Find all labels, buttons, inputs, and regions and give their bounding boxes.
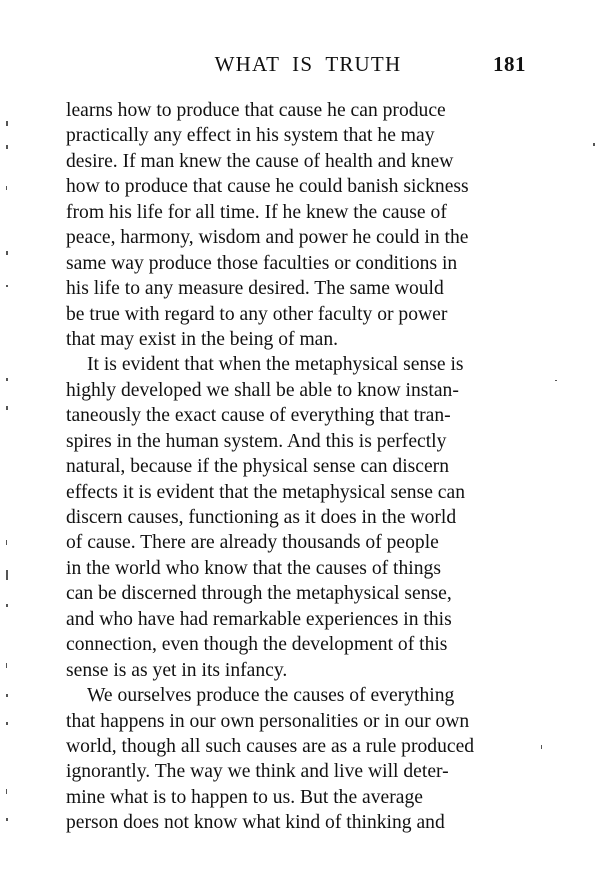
scan-speck bbox=[6, 604, 8, 607]
text-line: can be discerned through the metaphysical sense, bbox=[66, 583, 452, 605]
text-line: We ourselves produce the causes of everything bbox=[87, 685, 455, 707]
text-line: sense is as yet in its infancy. bbox=[66, 659, 288, 681]
text-line: be true with regard to any other faculty or power bbox=[66, 303, 448, 325]
text-line: It is evident that when the metaphysical sense is bbox=[87, 354, 464, 376]
body-text bbox=[66, 98, 528, 836]
scan-speck bbox=[6, 570, 8, 580]
running-title: WHAT IS TRUTH bbox=[214, 52, 402, 76]
text-line: that may exist in the being of man. bbox=[66, 328, 339, 350]
text-line: peace, harmony, wisdom and power he could in the bbox=[66, 227, 469, 249]
scan-speck bbox=[555, 380, 557, 381]
text-line: learns how to produce that cause he can produce bbox=[66, 100, 446, 121]
scan-speck bbox=[6, 818, 8, 821]
text-line: world, though all such causes are as a rule produced bbox=[66, 735, 475, 757]
text-line: highly developed we shall be able to know instan- bbox=[66, 379, 459, 401]
scan-speck bbox=[6, 722, 8, 725]
scan-speck bbox=[6, 663, 7, 668]
text-line: from his life for all time. If he knew the cause of bbox=[66, 201, 447, 223]
text-line: desire. If man knew the cause of health and knew bbox=[66, 150, 454, 172]
page-number: 181 bbox=[493, 52, 526, 76]
text-line: taneously the exact cause of everything that tran- bbox=[66, 405, 451, 427]
text-line: of cause. There are already thousands of people bbox=[66, 532, 439, 554]
scan-speck bbox=[6, 694, 8, 697]
text-line: in the world who know that the causes of things bbox=[66, 557, 441, 579]
text-line: spires in the human system. And this is perfectly bbox=[66, 430, 447, 452]
text-line: his life to any measure desired. The same would bbox=[66, 278, 444, 300]
text-line: same way produce those faculties or conditions in bbox=[66, 252, 458, 274]
running-head bbox=[66, 52, 528, 82]
text-line: mine what is to happen to us. But the average bbox=[66, 786, 423, 808]
text-line: how to produce that cause he could banish sickness bbox=[66, 176, 469, 198]
text-line: practically any effect in his system that he may bbox=[66, 125, 435, 147]
scan-speck bbox=[541, 745, 542, 749]
text-line: that happens in our own personalities or in our own bbox=[66, 710, 470, 732]
scan-speck bbox=[6, 186, 7, 190]
scan-speck bbox=[6, 378, 8, 381]
scan-speck bbox=[6, 789, 7, 794]
scan-speck bbox=[6, 540, 7, 545]
scan-speck bbox=[6, 121, 8, 126]
scan-speck bbox=[6, 406, 8, 410]
scan-speck bbox=[6, 145, 8, 149]
scan-speck bbox=[6, 285, 8, 287]
scan-speck bbox=[6, 251, 8, 255]
text-line: discern causes, functioning as it does in the world bbox=[66, 507, 457, 528]
text-line: person does not know what kind of thinking and bbox=[66, 812, 445, 834]
text-line: ignorantly. The way we think and live will deter- bbox=[66, 761, 449, 783]
text-line: natural, because if the physical sense can discern bbox=[66, 456, 450, 478]
text-line: connection, even though the development of this bbox=[66, 634, 448, 656]
text-line: effects it is evident that the metaphysical sense can bbox=[66, 481, 465, 503]
scan-speck bbox=[593, 143, 595, 146]
text-line: and who have had remarkable experiences in this bbox=[66, 608, 452, 630]
